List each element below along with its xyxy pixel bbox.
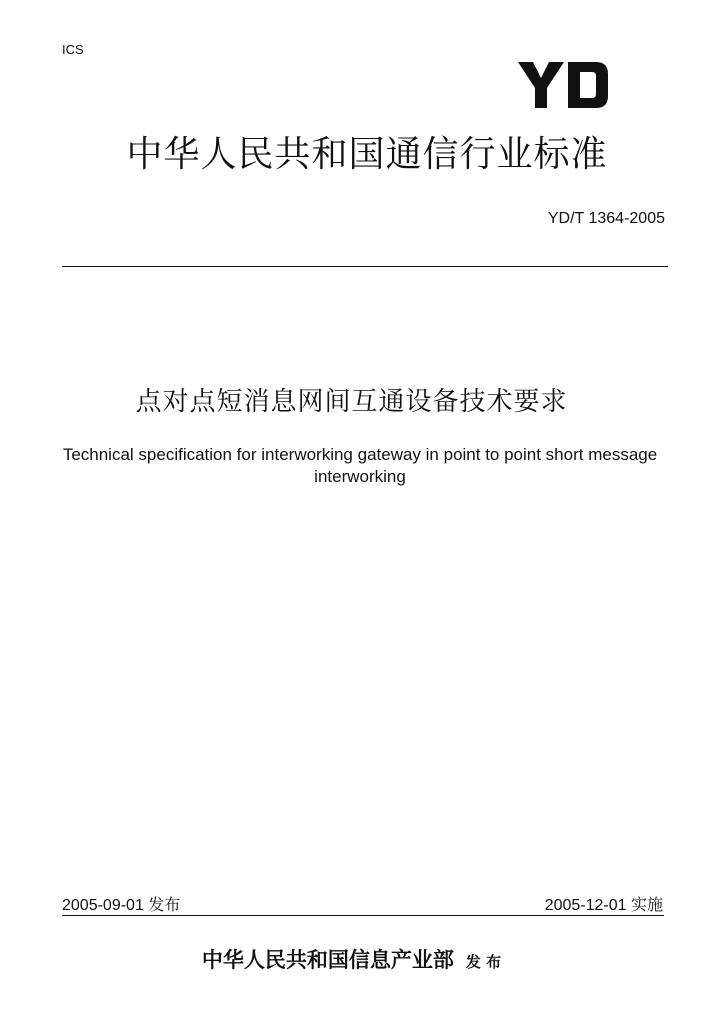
document-title-chinese: 点对点短消息网间互通设备技术要求 xyxy=(135,387,568,417)
implement-date: 2005-12-01 实施 xyxy=(544,897,663,914)
document-title-english: Technical specification for interworking gateway in point to point short message interworking xyxy=(62,445,658,486)
standard-series-title: 中华人民共和国通信行业标准 xyxy=(126,134,608,175)
issuer-name: 中华人民共和国信息产业部 xyxy=(201,947,454,972)
issuer-suffix: 发 布 xyxy=(465,953,502,971)
ics-label: ICS xyxy=(62,42,84,57)
bottom-divider xyxy=(62,915,664,916)
standard-number: YD/T 1364-2005 xyxy=(547,210,665,227)
issuer-line xyxy=(0,944,703,974)
logo-text: YD xyxy=(518,58,520,59)
top-divider xyxy=(62,266,668,267)
yd-logo xyxy=(518,58,610,110)
publish-date: 2005-09-01 发布 xyxy=(62,897,181,914)
